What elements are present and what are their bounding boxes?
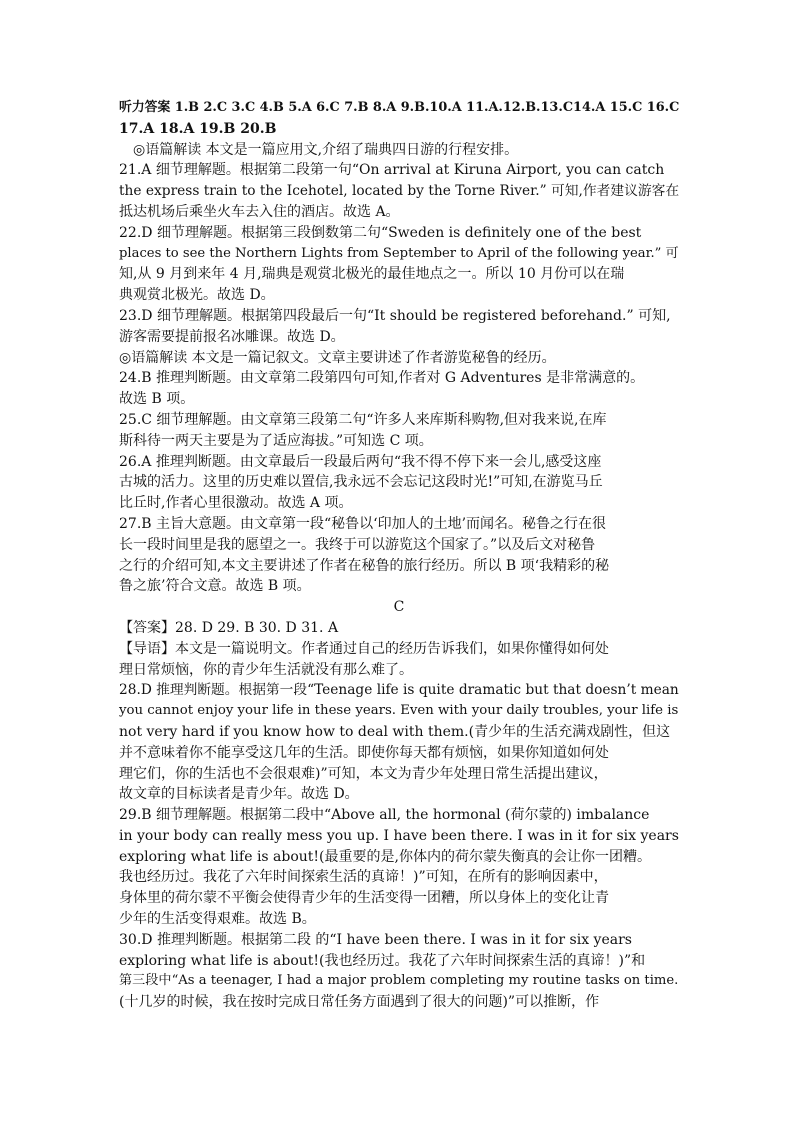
text-line: 少年的生活变得艰难。故选 B。	[119, 911, 316, 928]
text-line: 【导语】本文是一篇说明文。作者通过自己的经历告诉我们，如果你懂得如何处	[119, 640, 609, 657]
text-line: 17.A 18.A 19.B 20.B	[119, 120, 277, 137]
text-line: 比丘时,作者心里很激动。故选 A 项。	[119, 495, 353, 512]
text-line: 之行的介绍可知,本文主要讲述了作者在秘鲁的旅行经历。所以 B 项‘我精彩的秘	[119, 557, 610, 574]
text-line: 27.B 主旨大意题。由文章第一段“秘鲁以‘印加人的土地’而闻名。秘鲁之行在很	[119, 515, 607, 532]
text-line: 故文章的目标读者是青少年。故选 D。	[119, 786, 359, 803]
text-line: places to see the Northern Lights from September to April of the following year.” 可	[119, 245, 679, 261]
text-line: 长一段时间里是我的愿望之一。我终于可以游览这个国家了。”以及后文对秘鲁	[119, 536, 596, 553]
text-line: 24.B 推理判断题。由文章第二段第四句可知,作者对 G Adventures 是非常满意的。	[119, 370, 645, 387]
text-line: 身体里的荷尔蒙不平衡会使得青少年的生活变得一团糟，所以身体上的变化让青	[119, 890, 609, 907]
text-line: 28.D 推理判断题。根据第一段“Teenage life is quite dramatic but that doesn’t mean	[119, 682, 679, 699]
text-line: 听力答案 1.B 2.C 3.C 4.B 5.A 6.C 7.B 8.A 9.B.10.A 11.A.12.B.13.C14.A 15.C 16.C	[119, 100, 680, 115]
text-line: 第三段中“As a teenager, I had a major problem completing my routine tasks on time.	[119, 973, 679, 989]
text-line: 游客需要提前报名冰雕课。故选 D。	[119, 328, 345, 345]
text-line: 鲁之旅’符合文意。故选 B 项。	[119, 578, 311, 595]
text-line: 26.A 推理判断题。由文章最后一段最后两句“我不得不停下来一会儿,感受这座	[119, 453, 602, 470]
text-line: 29.B 细节理解题。根据第二段中“Above all, the hormonal (荷尔蒙的) imbalance	[119, 807, 650, 824]
text-line: in your body can really mess you up. I have been there. I was in it for six years	[119, 827, 679, 844]
text-line: 23.D 细节理解题。根据第四段最后一句“It should be registered beforehand.” 可知,	[119, 307, 671, 324]
text-line: 理日常烦恼，你的青少年生活就没有那么难了。	[119, 661, 413, 678]
text-line: 【答案】28. D 29. B 30. D 31. A	[119, 619, 339, 636]
text-line: 25.C 细节理解题。由文章第三段第二句“许多人来库斯科购物,但对我来说,在库	[119, 411, 607, 428]
text-line: you cannot enjoy your life in these years. Even with your daily troubles, your life is	[119, 703, 679, 719]
text-line: 22.D 细节理解题。根据第三段倒数第二句“Sweden is definitely one of the best	[119, 224, 642, 241]
text-line: ◎语篇解读 本文是一篇应用文,介绍了瑞典四日游的行程安排。	[133, 141, 519, 158]
text-line: exploring what life is about!(我也经历过。我花了六年时间探索生活的真谛！)”和	[119, 952, 646, 969]
text-line: the express train to the Icehotel, located by the Torne River.” 可知,作者建议游客在	[119, 183, 680, 200]
text-line: 故选 B 项。	[119, 391, 195, 408]
text-line: 我也经历过。我花了六年时间探索生活的真谛！)”可知，在所有的影响因素中，	[119, 869, 608, 886]
text-line: 典观赏北极光。故选 D。	[119, 287, 275, 304]
text-line: 抵达机场后乘坐火车去入住的酒店。故选 A。	[119, 203, 400, 220]
text-line: 古城的活力。这里的历史难以置信,我永远不会忘记这段时光!”可知,在游览马丘	[119, 474, 603, 491]
text-line: ◎语篇解读 本文是一篇记叙文。文章主要讲述了作者游览秘鲁的经历。	[119, 349, 556, 366]
text-line: exploring what life is about!(最重要的是,你体内的荷尔蒙失衡真的会让你一团糟。	[119, 848, 651, 865]
text-line: 30.D 推理判断题。根据第二段 的“I have been there. I was in it for six years	[119, 931, 632, 948]
text-line: 理它们，你的生活也不会很艰难)”可知，本文为青少年处理日常生活提出建议，	[119, 765, 608, 782]
section-letter: C	[393, 599, 405, 616]
text-line: 21.A 细节理解题。根据第二段第一句“On arrival at Kiruna Airport, you can catch	[119, 162, 665, 179]
text-line: 并不意味着你不能享受这几年的生活。即使你每天都有烦恼，如果你知道如何处	[119, 744, 609, 761]
text-line: not very hard if you know how to deal with them.(青少年的生活充满戏剧性，但这	[119, 723, 671, 740]
answer-key-text	[119, 98, 679, 1013]
text-line: 知,从 9 月到来年 4 月,瑞典是观赏北极光的最佳地点之一。所以 10 月份可以在瑞	[119, 266, 625, 283]
text-line: 斯科待一两天主要是为了适应海拔。”可知选 C 项。	[119, 432, 433, 449]
text-line: (十几岁的时候，我在按时完成日常任务方面遇到了很大的问题)”可以推断，作	[119, 994, 600, 1011]
